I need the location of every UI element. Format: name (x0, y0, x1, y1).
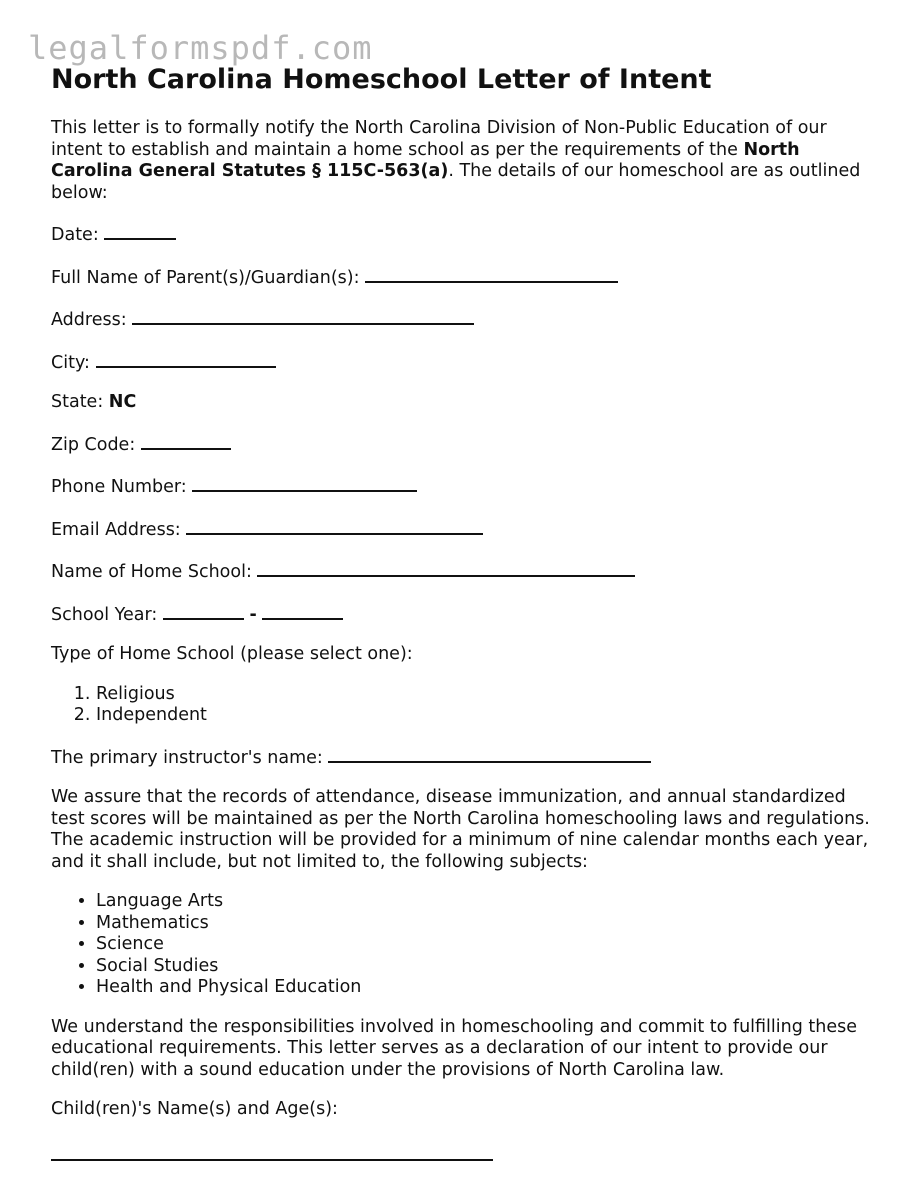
instructor-blank[interactable] (328, 745, 651, 763)
commitment-paragraph: We understand the responsibilities involved in homeschooling and commit to fulfilling these educational requirements. This letter serves as a declaration of our intent to provide our child(ren) with a sound education under the provisions of North Carolina law. (51, 1016, 857, 1080)
email-blank[interactable] (186, 517, 483, 535)
school-year-field (51, 602, 881, 627)
state-value: NC (108, 392, 137, 412)
zip-label: Zip Code: (51, 434, 136, 455)
school-year-start-blank[interactable] (163, 602, 244, 620)
assurance-paragraph: We assure that the records of attendance, disease immunization, and annual standardized test scores will be maintained as per the North Carolina homeschooling laws and regulations. The academic instruction will be provided for a minimum of nine calendar months each year, and it shall include, but not limited to, the following subjects: (51, 787, 870, 872)
page-title: North Carolina Homeschool Letter of Intent (51, 64, 712, 95)
school-year-end-blank[interactable] (262, 602, 343, 620)
date-label: Date: (51, 225, 99, 245)
subject-item: • Science (96, 934, 881, 956)
phone-blank[interactable] (192, 474, 417, 492)
school-type-label: Type of Home School (please select one): (51, 644, 413, 664)
city-label: City: (51, 352, 90, 373)
letter-document (51, 60, 881, 1161)
school-type-list (51, 684, 881, 727)
instructor-field (51, 745, 881, 770)
school-type-option-independent[interactable]: 2. Independent (96, 705, 881, 727)
school-type-option-religious[interactable]: 1. Religious (96, 684, 881, 706)
state-field (51, 392, 881, 414)
school-name-label: Name of Home School: (51, 562, 252, 582)
phone-field (51, 474, 881, 499)
school-year-label: School Year: (51, 604, 158, 625)
zip-field (51, 432, 881, 457)
instructor-label: The primary instructor's name: (51, 747, 323, 768)
school-name-field (51, 559, 881, 584)
children-blank[interactable] (51, 1139, 493, 1161)
subject-item: • Social Studies (96, 956, 881, 978)
school-name-blank[interactable] (257, 559, 635, 577)
school-type-field (51, 644, 881, 666)
intro-text-1: This letter is to formally notify the North Carolina Division of Non-Public Education of our intent to establish and maintain a home school as per the requirements of the (51, 118, 827, 160)
watermark: legalformspdf.com (28, 29, 373, 67)
date-blank[interactable] (104, 222, 176, 240)
children-label: Child(ren)'s Name(s) and Age(s): (51, 1099, 338, 1119)
city-blank[interactable] (96, 350, 276, 368)
phone-label: Phone Number: (51, 477, 187, 497)
intro-paragraph (51, 118, 881, 204)
state-label: State: (51, 392, 104, 412)
intro-text-2: . The details of our homeschool are as outlined below: (51, 161, 861, 203)
subject-item: • Language Arts (96, 891, 881, 913)
address-label: Address: (51, 310, 127, 330)
zip-blank[interactable] (141, 432, 231, 450)
subject-item: • Mathematics (96, 913, 881, 935)
school-year-separator: - (249, 604, 257, 625)
city-field (51, 350, 881, 375)
date-field (51, 222, 881, 247)
email-field (51, 517, 881, 542)
parent-name-blank[interactable] (365, 265, 618, 283)
subjects-list (51, 891, 881, 999)
address-blank[interactable] (132, 307, 474, 325)
subject-item: • Health and Physical Education (96, 977, 881, 999)
parent-name-field (51, 265, 881, 290)
statute-reference: North Carolina General Statutes § 115C-563(a) (51, 139, 800, 181)
children-field (51, 1099, 881, 1121)
address-field (51, 307, 881, 332)
parent-name-label: Full Name of Parent(s)/Guardian(s): (51, 267, 360, 288)
email-label: Email Address: (51, 519, 181, 540)
